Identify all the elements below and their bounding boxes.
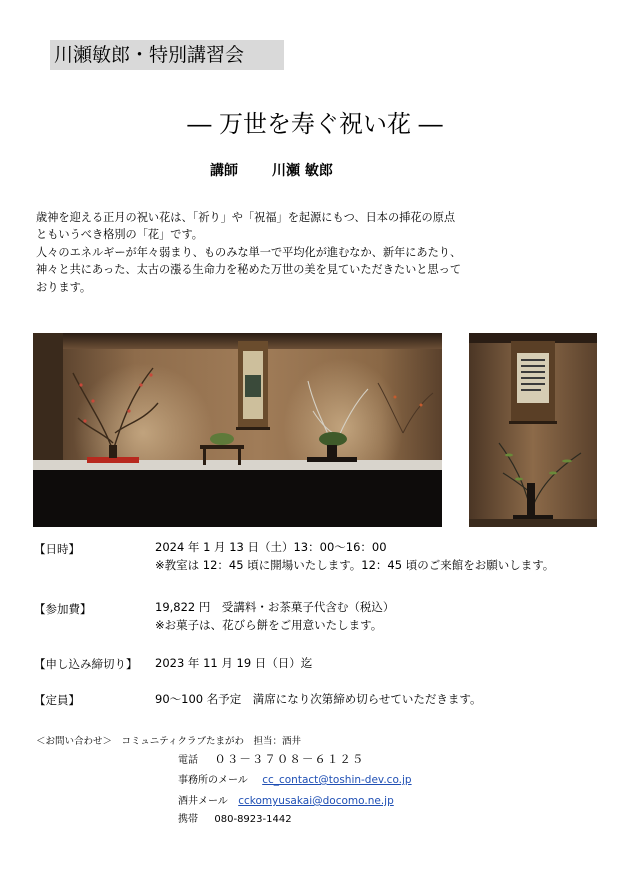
- capacity-label: 【定員】: [34, 693, 80, 707]
- capacity-value: 90～100 名予定 満席になり次第締め切らせていただきます。: [155, 692, 482, 706]
- date-label: 【日時】: [34, 542, 80, 556]
- contact-sakai-mail: [178, 792, 394, 807]
- contact-heading: ＜お問い合わせ＞ コミュニティクラブたまがわ 担当：酒井: [36, 736, 302, 747]
- intro-line: 人々のエネルギーが年々弱まり、ものみな単一で平均化が進むなか、新年にあたり、: [36, 245, 462, 259]
- contact-office-mail: [178, 771, 412, 786]
- lecturer-line: [210, 160, 333, 180]
- intro-text: [36, 209, 596, 296]
- contact-mobile: [178, 810, 292, 825]
- mobile-number: 080-8923-1442: [214, 814, 292, 825]
- contact-phone: [178, 751, 364, 767]
- mobile-label: 携帯: [178, 814, 198, 825]
- deadline-label: 【申し込み締切り】: [34, 657, 138, 671]
- sakai-mail-label: 酒井メール: [178, 796, 228, 807]
- lecturer-name: 川瀬 敏郎: [272, 163, 333, 179]
- deadline-value: 2023 年 11 月 19 日（日）迄: [155, 656, 313, 670]
- fee-note: ※お菓子は、花びら餅をご用意いたします。: [155, 618, 383, 632]
- fee-line: 19,822 円 受講料・お茶菓子代含む（税込）: [155, 600, 395, 614]
- intro-line: 歳神を迎える正月の祝い花は、「祈り」や「祝福」を起源にもつ、日本の挿花の原点: [36, 211, 456, 224]
- intro-line: ともいうべき格別の「花」です。: [36, 228, 203, 242]
- date-note: ※教室は 12：45 頃に開場いたします。12：45 頃のご来館をお願いします。: [155, 558, 555, 572]
- fee-label: 【参加費】: [34, 602, 92, 616]
- phone-number: ０３－３７０８－６１２５: [214, 752, 365, 766]
- alcove-photo: [469, 333, 597, 527]
- exhibition-photo: [33, 333, 442, 527]
- fee-value: [155, 598, 394, 634]
- sakai-mail-link[interactable]: cckomyusakai@docomo.ne.jp: [238, 795, 394, 807]
- intro-line: 神々と共にあった、太古の漲る生命力を秘めた万世の美を見ていただきたいと思って: [36, 263, 462, 277]
- date-value: [155, 538, 554, 574]
- intro-line: おります。: [36, 280, 92, 294]
- lecturer-role: 講師: [210, 163, 238, 179]
- office-mail-link[interactable]: cc_contact@toshin-dev.co.jp: [262, 774, 412, 786]
- office-mail-label: 事務所のメール: [178, 775, 248, 786]
- date-line: 2024 年 1 月 13 日（土）13：00～16：00: [155, 540, 387, 554]
- event-title: ― 万世を寿ぐ祝い花 ―: [187, 110, 443, 138]
- event-series-label: 川瀬敏郎・特別講習会: [50, 40, 284, 70]
- phone-label: 電話: [178, 755, 198, 766]
